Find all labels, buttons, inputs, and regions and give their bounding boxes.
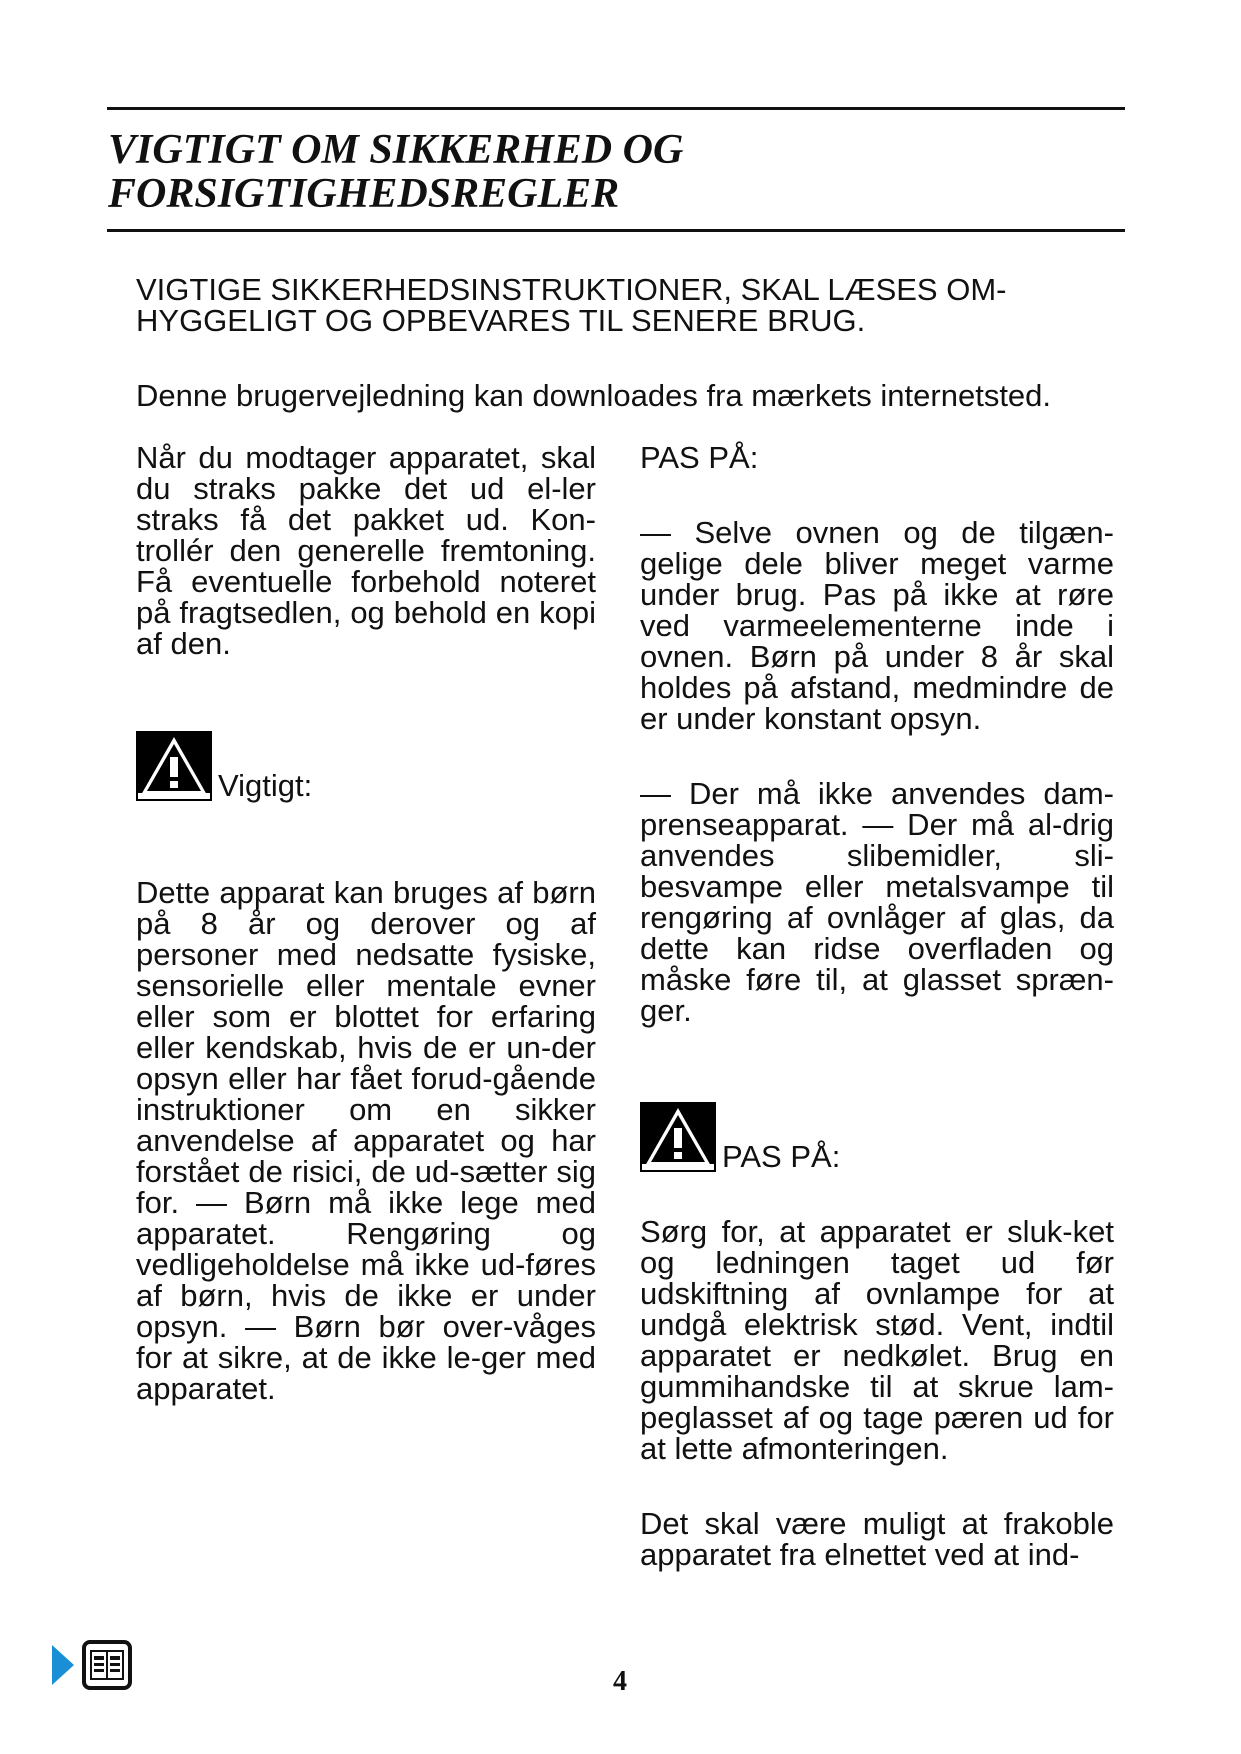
right-column: [640, 442, 1114, 1570]
intro-line-2: HYGGELIGT OG OPBEVARES TIL SENERE BRUG.: [136, 303, 866, 338]
footer-navigation: [52, 1640, 132, 1690]
cleaning-paragraph: — Der må ikke anvendes dam-prenseapparat. — Der må al-drig anvendes slibemidler, sli-besvampe eller metalsvampe til rengøring af ovnlåger af glas, da dette kan ridse overfladen og måske føre til, at glasset spræn-ger.: [640, 776, 1114, 1028]
page-title-line-2: FORSIGTIGHEDSREGLER: [108, 171, 620, 217]
caution-heading: PAS PÅ:: [640, 440, 759, 475]
download-note: Denne brugervejledning kan downloades fra mærkets internetsted.: [136, 378, 1052, 413]
header-rule-top: [107, 107, 1125, 110]
important-instructions-heading: [136, 274, 1096, 336]
warning-label: PAS PÅ:: [722, 1139, 841, 1174]
children-safety-paragraph: Dette apparat kan bruges af børn på 8 år og derover og af personer med nedsatte fysiske, sensorielle eller mentale evner eller som er blottet for erfaring eller kendskab, hvis de er un-der opsyn eller har fået forud-gående instruktioner om en sikker anvendelse af apparatet og har forstået de risici, de ud-sætter sig for. — Børn må ikke lege med apparatet. Rengøring og vedligeholdelse må ikke ud-føres af børn, hvis de ikke er under opsyn. — Børn bør over-våges for at sikre, at de ikke le-ger med apparatet.: [136, 875, 596, 1406]
caution-warning: [640, 1102, 1114, 1172]
disconnect-paragraph: Det skal være muligt at frakoble apparatet fra elnettet ved at ind-: [640, 1506, 1114, 1572]
page-title: [108, 128, 1108, 216]
hot-parts-paragraph: — Selve ovnen og de tilgæn-gelige dele bliver meget varme under brug. Pas på ikke at røre ved varmeelementerne inde i ovnen. Børn på under 8 år skal holdes på afstand, medmindre de er under konstant opsyn.: [640, 515, 1114, 736]
warning-label: Vigtigt:: [218, 768, 313, 803]
important-warning: [136, 731, 596, 801]
page-number: 4: [613, 1666, 627, 1697]
table-of-contents-icon: [90, 1650, 124, 1680]
receiving-paragraph: Når du modtager apparatet, skal du straks pakke det ud el-ler straks få det pakket ud. Kon-trollér den generelle fremtoning. Få eventuelle forbehold noteret på fragtsedlen, og behold en kopi af den.: [136, 440, 596, 661]
lamp-replacement-paragraph: Sørg for, at apparatet er sluk-ket og ledningen taget ud før udskiftning af ovnlampe for at undgå elektrisk stød. Vent, indtil apparatet er nedkølet. Brug en gummihandske til at skrue lam-peglasset af og tage pæren ud for at lette afmonteringen.: [640, 1214, 1114, 1466]
warning-triangle-icon: [640, 1102, 716, 1172]
table-of-contents-button[interactable]: [82, 1640, 132, 1690]
left-column: [136, 442, 596, 1404]
play-arrow-icon[interactable]: [52, 1645, 74, 1685]
header-rule-bottom: [107, 229, 1125, 232]
intro-line-1: VIGTIGE SIKKERHEDSINSTRUKTIONER, SKAL LÆSES OM-: [136, 272, 1007, 307]
page-title-line-1: VIGTIGT OM SIKKERHED OG: [108, 127, 684, 173]
warning-triangle-icon: [136, 731, 212, 801]
